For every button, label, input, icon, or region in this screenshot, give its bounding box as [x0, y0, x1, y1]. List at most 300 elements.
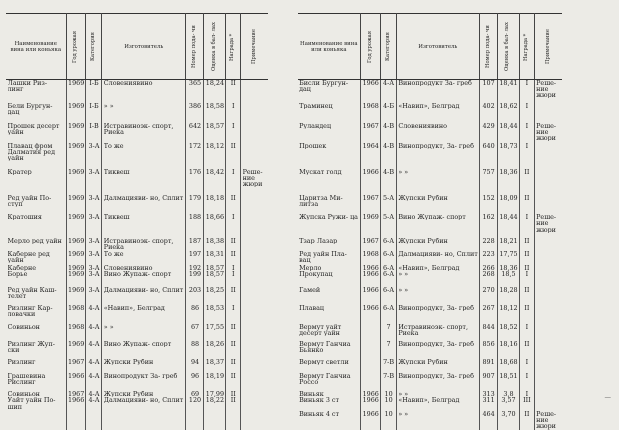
left-cell-award — [226, 238, 241, 251]
left-header-category — [86, 14, 102, 80]
left-cell-year — [66, 143, 86, 170]
left-name-text: Ризлинг — [7, 359, 36, 366]
right-cell-score — [497, 123, 519, 143]
right-name-text: Тзар Лазар — [299, 238, 338, 245]
left-cell-note — [241, 265, 268, 272]
left-cell-year — [66, 103, 86, 123]
left-num-text: 120 — [188, 397, 202, 404]
left-cell-num — [186, 271, 204, 287]
left-producer-text: Истравиноэк- спорт, Риека — [103, 122, 174, 135]
left-cell-note — [241, 271, 268, 287]
right-cell-cat — [380, 80, 396, 104]
left-cell-producer — [102, 397, 186, 411]
left-award-text: II — [230, 372, 236, 379]
right-num-text: 162 — [482, 214, 495, 221]
left-cell-year — [66, 123, 86, 143]
right-year-text: 1967 — [362, 238, 379, 245]
right-producer-text: Винопродукт, За- греб — [398, 341, 474, 348]
left-award-text: II — [230, 250, 236, 257]
left-award-text: I — [232, 214, 235, 221]
left-cell-score — [204, 123, 226, 143]
left-header-award — [226, 14, 241, 80]
left-cell-year — [66, 305, 86, 324]
table-row — [6, 305, 562, 324]
right-score-text: 18,44 — [499, 122, 518, 129]
right-num-text: 270 — [482, 287, 495, 294]
right-cell-award — [519, 324, 534, 342]
right-cell-name — [298, 123, 361, 143]
right-header-note — [534, 14, 562, 80]
right-award-text: II — [524, 194, 530, 201]
left-producer-text: Тиквеш — [103, 214, 130, 221]
right-num-text: 402 — [482, 103, 495, 110]
right-score-text: 3,70 — [501, 411, 516, 418]
right-num-text: 107 — [482, 80, 495, 87]
right-cell-producer — [396, 341, 479, 359]
left-num-text: 642 — [188, 122, 202, 129]
left-cell-producer — [102, 391, 186, 398]
left-cell-note — [241, 143, 268, 170]
left-cell-num — [186, 341, 204, 359]
left-header-score — [204, 14, 226, 80]
right-num-text: 267 — [482, 304, 495, 312]
right-cell-name — [298, 265, 361, 272]
left-cell-producer — [102, 103, 186, 123]
left-score-text: 18,57 — [205, 122, 225, 129]
right-cell-name — [298, 397, 361, 411]
right-cell-cat — [380, 265, 396, 272]
left-name-text: Прошек десерт уайн — [7, 122, 60, 135]
table-row — [6, 391, 562, 398]
right-cat-text: 4-А — [383, 80, 395, 87]
left-cell-year — [66, 287, 86, 305]
right-cell-cat — [380, 214, 396, 238]
right-cell-score — [497, 391, 519, 398]
right-cat-text: 7-В — [383, 359, 395, 366]
right-cell-note — [534, 143, 562, 170]
left-year-text: 1969 — [68, 341, 85, 348]
left-name-text: Борье — [7, 271, 28, 278]
left-cell-note — [241, 251, 268, 265]
right-cell-note — [534, 305, 562, 324]
left-cell-num — [186, 373, 204, 391]
right-cell-num — [479, 305, 497, 324]
right-cell-cat — [380, 169, 396, 195]
left-cell-score — [204, 305, 226, 324]
right-award-text: I — [525, 372, 529, 379]
right-year-text: 1967 — [362, 122, 379, 129]
right-cell-producer — [396, 195, 479, 215]
left-cell-note — [241, 195, 268, 215]
left-cell-award — [226, 271, 241, 287]
right-cell-producer — [396, 324, 479, 342]
left-producer-text: Жупски Рубин — [103, 390, 154, 397]
left-cell-num — [186, 123, 204, 143]
right-cat-text: 6-А — [383, 287, 395, 294]
left-cell-year — [66, 265, 86, 272]
left-cell-note — [241, 359, 268, 373]
left-award-text: I — [232, 271, 235, 278]
right-cell-producer — [396, 397, 479, 411]
right-cell-num — [479, 80, 497, 104]
left-year-text: 1969 — [68, 238, 85, 245]
right-cell-num — [479, 214, 497, 238]
left-score-text: 18,66 — [205, 214, 225, 221]
left-cell-name — [6, 341, 66, 359]
left-name-text: Бели Бургун- дац — [7, 103, 53, 116]
right-producer-text: » » — [398, 390, 409, 397]
right-cell-award — [519, 397, 534, 411]
left-cell-producer — [102, 80, 186, 104]
right-producer-text: «Навип», Белград — [398, 103, 460, 110]
left-num-text: 176 — [188, 169, 202, 176]
right-cell-cat — [380, 238, 396, 251]
right-cell-year — [361, 305, 381, 324]
left-score-text: 18,57 — [205, 271, 225, 278]
left-cat-text: 4-А — [88, 304, 100, 312]
right-num-text: 223 — [482, 250, 495, 257]
left-header-note — [241, 14, 268, 80]
right-cell-score — [497, 397, 519, 411]
right-cell-num — [479, 238, 497, 251]
left-cell-note — [241, 238, 268, 251]
left-cell-award — [226, 103, 241, 123]
right-year-text: 1966 — [362, 264, 379, 271]
left-cell-award — [226, 391, 241, 398]
left-award-text: I — [232, 103, 235, 110]
table-row — [6, 287, 562, 305]
right-header-award — [519, 14, 534, 80]
right-cat-text: 7 — [386, 341, 391, 348]
right-cell-num — [479, 359, 497, 373]
right-header-producer — [396, 14, 479, 80]
right-score-text: 18,41 — [499, 80, 518, 87]
right-cell-num — [479, 271, 497, 287]
left-award-text: II — [230, 80, 236, 87]
right-header-name — [298, 14, 361, 80]
left-name-text: Грашевина Рислинг — [7, 372, 46, 386]
right-cell-note — [534, 359, 562, 373]
right-score-text: 18,51 — [499, 372, 518, 379]
left-year-text: 1968 — [68, 323, 85, 330]
left-name-text: Мерло ред уайн — [7, 238, 62, 245]
left-cell-cat — [86, 305, 102, 324]
right-year-text: 1967 — [362, 194, 379, 201]
left-name-text: Совиньон — [7, 390, 40, 397]
left-score-text: 18,12 — [205, 142, 225, 149]
right-award-text: I — [525, 323, 529, 330]
right-award-text: II — [524, 264, 530, 271]
left-cell-name — [6, 397, 66, 411]
right-score-text: 18,36 — [499, 264, 518, 271]
left-cell-award — [226, 287, 241, 305]
left-cell-num — [186, 103, 204, 123]
right-cell-producer — [396, 305, 479, 324]
right-score-text: 18,21 — [499, 238, 518, 245]
right-cell-name — [298, 305, 361, 324]
right-cell-num — [479, 324, 497, 342]
right-cell-score — [497, 80, 519, 104]
table-row — [6, 373, 562, 391]
left-cell-name — [6, 251, 66, 265]
left-name-text: Плавац фром Далматия ред уайн — [7, 142, 56, 161]
right-cell-note — [534, 80, 562, 104]
left-cell-note — [241, 411, 268, 429]
left-cell-producer — [102, 143, 186, 170]
right-cat-text: 4-В — [383, 142, 395, 149]
right-year-text: 1966 — [362, 287, 379, 294]
left-cell-note — [241, 341, 268, 359]
left-header-score-text: Оценка в бал- лах — [210, 22, 217, 71]
right-award-text: III — [523, 397, 531, 404]
right-cell-name — [298, 411, 361, 429]
right-cell-year — [361, 214, 381, 238]
left-cell-cat — [86, 359, 102, 373]
left-cell-award — [226, 169, 241, 195]
right-cell-name — [298, 103, 361, 123]
left-cell-producer — [102, 214, 186, 238]
left-year-text: 1969 — [68, 250, 85, 257]
right-cell-num — [479, 195, 497, 215]
right-producer-text: Жупски Рубин — [398, 359, 448, 366]
right-cell-producer — [396, 123, 479, 143]
left-score-text: 18,37 — [205, 359, 225, 366]
left-name-text: Ризлинг Жуп- ски — [7, 341, 55, 354]
left-cell-year — [66, 271, 86, 287]
left-header-name — [6, 14, 66, 80]
left-cell-year — [66, 341, 86, 359]
left-name-text: Ред уайн По- ступ — [7, 194, 52, 207]
left-cell-num — [186, 411, 204, 429]
right-header-sample — [479, 14, 497, 80]
left-cat-text: I-В — [89, 122, 99, 129]
left-producer-text: Вино Жупаж- спорт — [103, 271, 172, 278]
right-cell-award — [519, 287, 534, 305]
left-score-text: 17,99 — [205, 390, 225, 397]
left-cell-year — [66, 80, 86, 104]
left-note-text: Реше- ние жюри — [242, 169, 263, 188]
right-award-text: II — [524, 304, 530, 312]
table-row — [6, 397, 562, 411]
left-producer-text: Словениявино — [103, 80, 153, 87]
right-cell-cat — [380, 391, 396, 398]
right-cell-score — [497, 287, 519, 305]
left-cell-note — [241, 397, 268, 411]
left-cell-award — [226, 397, 241, 411]
right-cell-year — [361, 169, 381, 195]
left-cell-name — [6, 271, 66, 287]
right-header-award-text: Награда * — [522, 32, 529, 61]
left-cell-year — [66, 397, 86, 411]
left-score-text: 18,26 — [205, 341, 225, 348]
left-num-text: 188 — [188, 214, 202, 221]
right-award-text: II — [524, 411, 530, 418]
left-cell-producer — [102, 411, 186, 429]
left-cell-num — [186, 359, 204, 373]
left-cell-producer — [102, 265, 186, 272]
left-cell-num — [186, 251, 204, 265]
left-cell-award — [226, 411, 241, 429]
right-award-text: II — [524, 169, 530, 176]
left-header-year-text: Год урожая — [72, 30, 79, 63]
right-year-text: 1968 — [362, 250, 379, 257]
page-number-fragment: — — [604, 393, 611, 401]
right-cell-year — [361, 287, 381, 305]
left-header-producer — [102, 14, 186, 80]
right-cell-name — [298, 195, 361, 215]
left-cell-producer — [102, 287, 186, 305]
left-cell-num — [186, 214, 204, 238]
left-cell-score — [204, 195, 226, 215]
right-score-text: 18,73 — [499, 142, 518, 149]
header-row — [6, 14, 562, 80]
left-name-text: Кратер — [7, 169, 32, 176]
left-cell-name — [6, 238, 66, 251]
right-year-text: 1966 — [362, 390, 379, 397]
right-cell-name — [298, 169, 361, 195]
right-header-year — [361, 14, 381, 80]
left-cat-text: 3-А — [88, 214, 100, 221]
left-year-text: 1969 — [68, 271, 85, 278]
left-cell-cat — [86, 324, 102, 342]
left-award-text: I — [232, 169, 235, 176]
left-cell-year — [66, 324, 86, 342]
right-producer-text: » » — [398, 411, 409, 418]
left-cell-name — [6, 80, 66, 104]
right-cell-cat — [380, 305, 396, 324]
left-score-text: 18,38 — [205, 238, 225, 245]
left-cell-score — [204, 373, 226, 391]
right-producer-text: Истравиноэк- спорт, Риека — [398, 323, 468, 336]
right-year-text: 1969 — [362, 214, 379, 221]
left-cell-score — [204, 80, 226, 104]
left-cell-producer — [102, 341, 186, 359]
left-cell-award — [226, 214, 241, 238]
left-score-text: 18,19 — [205, 372, 225, 379]
left-cell-score — [204, 324, 226, 342]
right-year-text: 1964 — [362, 142, 379, 149]
left-award-text: II — [230, 287, 236, 294]
right-cell-score — [497, 238, 519, 251]
right-cell-year — [361, 324, 381, 342]
right-cell-award — [519, 305, 534, 324]
left-name-text: Совиньон — [7, 323, 40, 330]
right-cell-score — [497, 103, 519, 123]
left-header-name-text: Наименование вина или коньяка — [10, 40, 62, 53]
right-name-text: Руландец — [299, 122, 332, 129]
right-cell-year — [361, 80, 381, 104]
left-cell-producer — [102, 195, 186, 215]
left-producer-text: То же — [103, 142, 124, 149]
right-header-category-text: Категория — [384, 32, 391, 61]
left-cell-score — [204, 265, 226, 272]
right-cell-producer — [396, 169, 479, 195]
right-cell-producer — [396, 103, 479, 123]
left-cat-text: I-Б — [89, 103, 99, 110]
right-cell-year — [361, 411, 381, 429]
right-header-note-text: Примечание — [544, 29, 551, 64]
left-cat-text: 4-А — [88, 397, 100, 404]
right-cell-score — [497, 251, 519, 265]
right-cell-award — [519, 271, 534, 287]
left-cell-name — [6, 265, 66, 272]
right-cell-producer — [396, 411, 479, 429]
right-cell-score — [497, 265, 519, 272]
left-score-text: 18,58 — [205, 103, 225, 110]
left-cell-year — [66, 373, 86, 391]
right-cell-note — [534, 238, 562, 251]
left-cell-note — [241, 324, 268, 342]
right-cell-score — [497, 324, 519, 342]
right-cell-note — [534, 251, 562, 265]
left-cell-num — [186, 287, 204, 305]
left-num-text: 69 — [190, 390, 200, 397]
left-cell-cat — [86, 103, 102, 123]
right-producer-text: Словениявино — [398, 122, 448, 129]
left-producer-text: Жупски Рубин — [103, 359, 154, 366]
left-cell-note — [241, 214, 268, 238]
right-cat-text: 4-Б — [383, 103, 395, 110]
right-cat-text: 5-А — [383, 194, 395, 201]
right-header-sample-text: Номер пода- чи — [484, 25, 491, 68]
left-cell-name — [6, 373, 66, 391]
left-producer-text: Винопродукт За- греб — [103, 372, 178, 379]
left-cell-year — [66, 238, 86, 251]
right-producer-text: » » — [398, 271, 409, 278]
right-name-text: Гамей — [299, 287, 321, 294]
right-award-text: I — [525, 80, 529, 87]
left-cat-text: 4-А — [88, 390, 100, 397]
right-score-text: 17,75 — [499, 250, 518, 257]
right-header-score — [497, 14, 519, 80]
right-award-text: II — [524, 238, 530, 245]
right-num-text: 891 — [482, 359, 495, 366]
right-cell-num — [479, 397, 497, 411]
right-cell-cat — [380, 287, 396, 305]
left-name-text: Кратошия — [7, 214, 42, 221]
left-year-text: 1967 — [68, 390, 85, 397]
left-cell-producer — [102, 238, 186, 251]
left-cell-cat — [86, 341, 102, 359]
right-cell-num — [479, 123, 497, 143]
right-cell-year — [361, 265, 381, 272]
right-cell-score — [497, 143, 519, 170]
right-producer-text: Винопродукт, За- греб — [398, 304, 474, 312]
table-row — [6, 195, 562, 215]
right-cell-note — [534, 123, 562, 143]
right-cell-award — [519, 251, 534, 265]
right-producer-text: Винопродукт, За- греб — [398, 142, 474, 149]
left-cell-note — [241, 103, 268, 123]
right-cell-cat — [380, 341, 396, 359]
left-cell-cat — [86, 397, 102, 411]
right-cell-score — [497, 214, 519, 238]
gutter — [268, 14, 298, 80]
right-producer-text: «Навип», Белград — [398, 264, 460, 271]
left-score-text: 18,42 — [205, 169, 225, 176]
right-cell-award — [519, 169, 534, 195]
left-cell-award — [226, 265, 241, 272]
left-cat-text: I-Б — [89, 80, 99, 87]
left-cell-num — [186, 397, 204, 411]
right-cell-award — [519, 103, 534, 123]
right-name-text: Ред уайн Пла- вац — [299, 250, 347, 263]
right-header-score-text: Оценка в бал- лах — [504, 22, 511, 71]
left-cell-score — [204, 214, 226, 238]
left-cell-note — [241, 123, 268, 143]
right-score-text: 18,16 — [499, 341, 518, 348]
right-score-text: 3,57 — [501, 397, 516, 404]
